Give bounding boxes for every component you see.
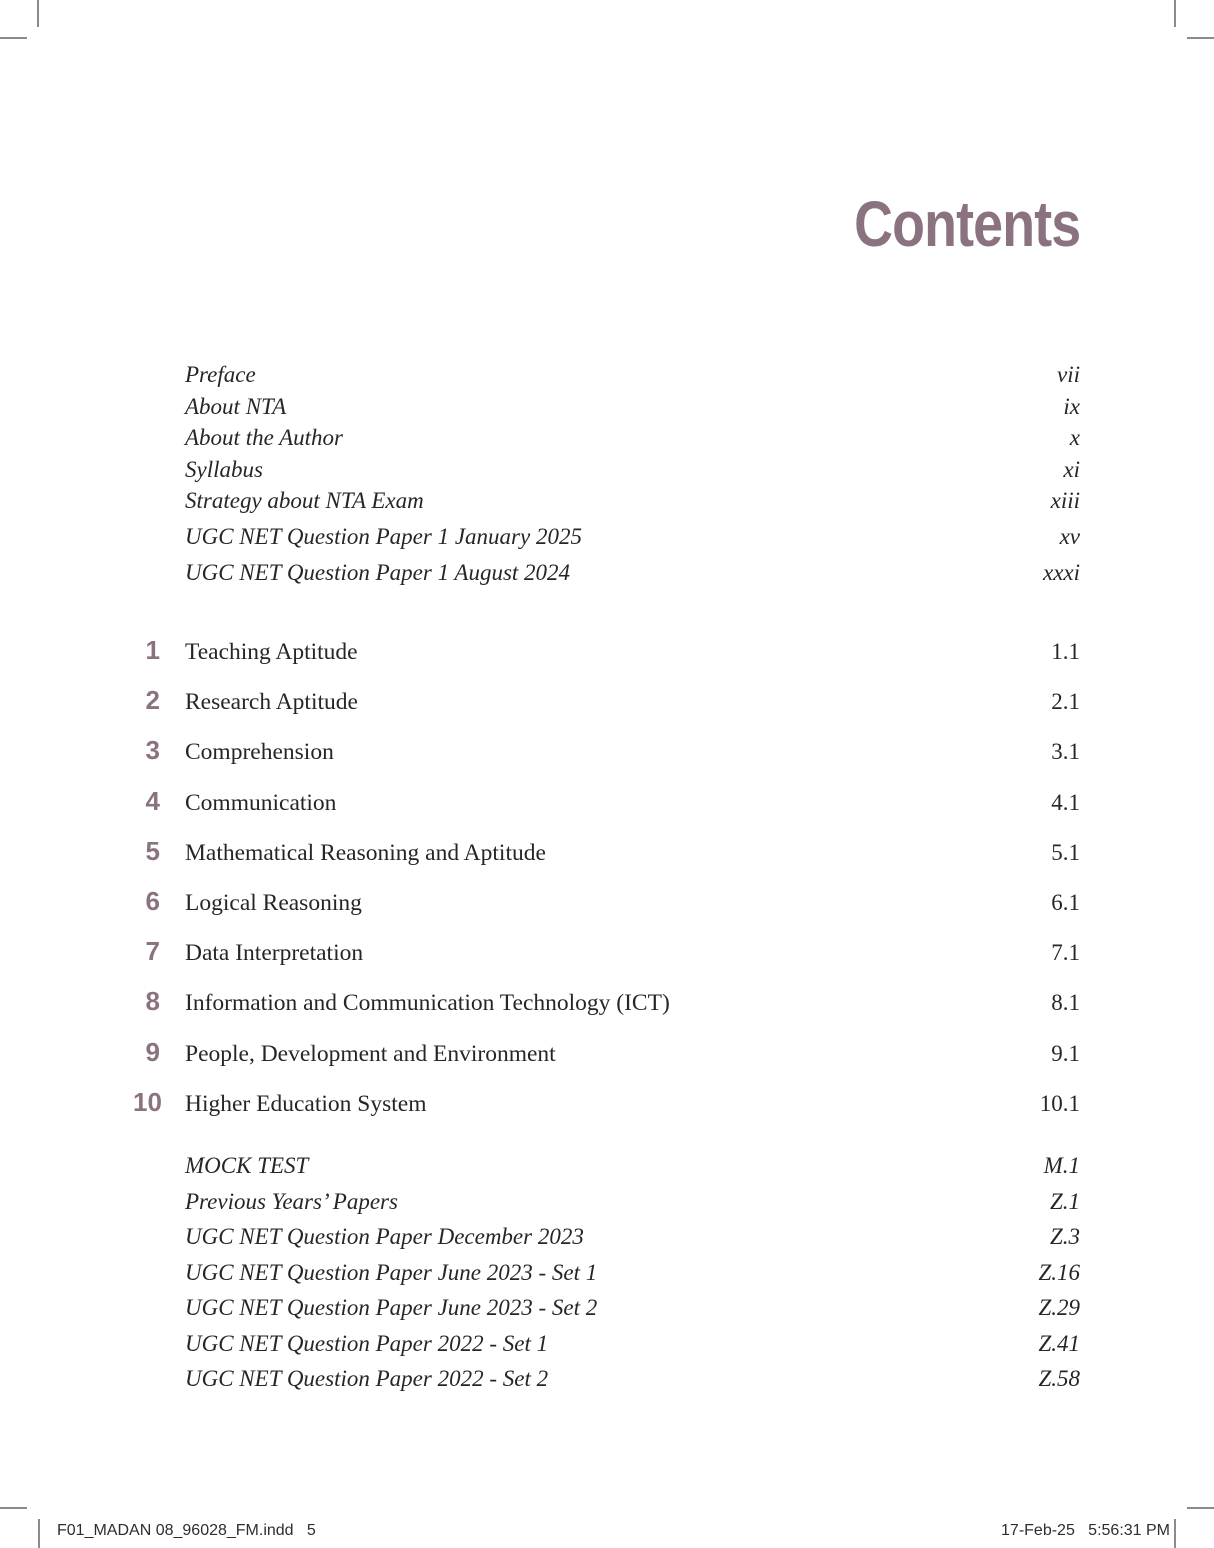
chapter-title: Data Interpretation	[185, 940, 364, 967]
crop-mark-top-left-horizontal	[0, 37, 27, 39]
toc-entry-about-nta	[185, 392, 1080, 424]
toc-entry-paper-june-2023-set-1	[185, 1258, 1080, 1294]
toc-entry-label: About NTA	[185, 393, 287, 419]
back-matter-list	[185, 1151, 1080, 1400]
toc-entry-label: Syllabus	[185, 456, 263, 482]
toc-entry-label: UGC NET Question Paper 2022 - Set 2	[185, 1366, 549, 1391]
toc-entry-paper-2022-set-2	[185, 1364, 1080, 1400]
chapter-number: 8	[145, 986, 160, 1017]
footer-filename: F01_MADAN 08_96028_FM.indd 5	[57, 1522, 316, 1539]
chapter-number: 7	[145, 936, 160, 967]
chapter-title: People, Development and Environment	[185, 1040, 556, 1067]
chapter-row-8	[133, 985, 1080, 1035]
chapter-number: 6	[145, 885, 160, 916]
toc-entry-label: UGC NET Question Paper June 2023 - Set 1	[185, 1259, 598, 1285]
chapter-title: Logical Reasoning	[185, 889, 362, 916]
chapter-title: Comprehension	[185, 739, 334, 766]
toc-entry-paper-june-2023-set-2	[185, 1293, 1080, 1329]
chapter-number: 9	[145, 1036, 160, 1067]
toc-entry-page: ix	[1063, 393, 1080, 419]
crop-mark-bottom-left-horizontal	[0, 1507, 27, 1509]
chapter-page: 8.1	[1051, 990, 1080, 1016]
chapter-page: 10.1	[1039, 1090, 1080, 1116]
chapter-list	[133, 634, 1080, 1136]
chapter-row-5	[133, 835, 1080, 885]
chapter-row-6	[133, 885, 1080, 935]
toc-entry-page: xxxi	[1042, 559, 1080, 585]
crop-mark-top-right-horizontal	[1187, 37, 1214, 39]
toc-entry-label: UGC NET Question Paper December 2023	[185, 1224, 584, 1249]
toc-entry-label: UGC NET Question Paper 1 January 2025	[185, 523, 582, 549]
chapter-row-3	[133, 734, 1080, 784]
chapter-title: Research Aptitude	[185, 689, 358, 716]
chapter-number: 4	[145, 785, 160, 816]
chapter-number: 1	[145, 635, 160, 665]
crop-mark-top-right-vertical	[1174, 0, 1176, 27]
contents-title-wrap	[185, 188, 1080, 260]
chapter-page: 9.1	[1051, 1040, 1080, 1066]
toc-entry-label: Previous Years’ Papers	[185, 1188, 398, 1214]
chapter-number: 2	[145, 685, 160, 716]
chapter-number: 5	[145, 835, 160, 866]
toc-entry-page: xi	[1063, 456, 1080, 482]
toc-entry-preface	[185, 360, 1080, 392]
crop-mark-top-left-vertical	[37, 0, 39, 27]
toc-entry-label: Strategy about NTA Exam	[185, 488, 424, 514]
toc-entry-page: Z.29	[1038, 1295, 1080, 1320]
toc-entry-page: M.1	[1043, 1153, 1080, 1178]
toc-entry-previous-years-papers	[185, 1187, 1080, 1223]
chapter-row-10	[133, 1086, 1080, 1136]
toc-entry-label: About the Author	[185, 425, 344, 451]
chapter-row-9	[133, 1036, 1080, 1086]
toc-entry-paper-jan-2025	[185, 522, 1080, 554]
toc-entry-strategy	[185, 486, 1080, 518]
chapter-row-2	[133, 684, 1080, 734]
chapter-row-7	[133, 935, 1080, 985]
toc-entry-mock-test	[185, 1151, 1080, 1187]
toc-entry-page: Z.58	[1038, 1366, 1080, 1391]
toc-entry-label: MOCK TEST	[185, 1153, 309, 1178]
toc-entry-paper-dec-2023	[185, 1222, 1080, 1258]
toc-entry-about-the-author	[185, 423, 1080, 455]
chapter-title: Higher Education System	[185, 1090, 427, 1117]
toc-entry-page: xv	[1059, 523, 1080, 549]
toc-entry-page: Z.1	[1049, 1188, 1080, 1214]
toc-entry-page: Z.16	[1038, 1259, 1080, 1285]
chapter-row-1	[133, 634, 1080, 684]
chapter-title: Teaching Aptitude	[185, 639, 358, 665]
crop-mark-bottom-right-vertical	[1174, 1519, 1176, 1548]
chapter-title: Information and Communication Technology (ICT)	[185, 990, 670, 1017]
chapter-row-4	[133, 785, 1080, 835]
chapter-number: 3	[145, 735, 160, 766]
chapter-page: 1.1	[1051, 639, 1080, 664]
toc-entry-page: Z.41	[1038, 1330, 1080, 1356]
chapter-number: 10	[133, 1086, 162, 1117]
toc-entry-syllabus	[185, 455, 1080, 487]
toc-entry-page: xiii	[1050, 488, 1080, 514]
toc-entry-paper-aug-2024	[185, 558, 1080, 590]
toc-entry-label: UGC NET Question Paper June 2023 - Set 2	[185, 1295, 598, 1320]
toc-entry-page: Z.3	[1049, 1224, 1080, 1249]
chapter-page: 3.1	[1051, 739, 1080, 765]
chapter-title: Mathematical Reasoning and Aptitude	[185, 839, 546, 866]
footer-timestamp: 17-Feb-25 5:56:31 PM	[1001, 1522, 1170, 1539]
front-matter-list	[185, 360, 1080, 589]
chapter-page: 4.1	[1051, 789, 1080, 815]
crop-mark-bottom-left-vertical	[38, 1519, 40, 1548]
toc-entry-paper-2022-set-1	[185, 1329, 1080, 1365]
toc-entry-page: x	[1069, 425, 1080, 451]
chapter-page: 5.1	[1051, 839, 1080, 865]
chapter-page: 7.1	[1051, 940, 1080, 966]
toc-entry-label: Preface	[185, 362, 256, 387]
chapter-page: 6.1	[1051, 889, 1080, 915]
toc-entry-page: vii	[1057, 362, 1080, 387]
chapter-title: Communication	[185, 789, 337, 816]
toc-entry-label: UGC NET Question Paper 1 August 2024	[185, 559, 571, 585]
toc-entry-label: UGC NET Question Paper 2022 - Set 1	[185, 1330, 549, 1356]
crop-mark-bottom-right-horizontal	[1187, 1507, 1214, 1509]
chapter-page: 2.1	[1051, 689, 1080, 715]
page-title: Contents	[853, 188, 1080, 260]
